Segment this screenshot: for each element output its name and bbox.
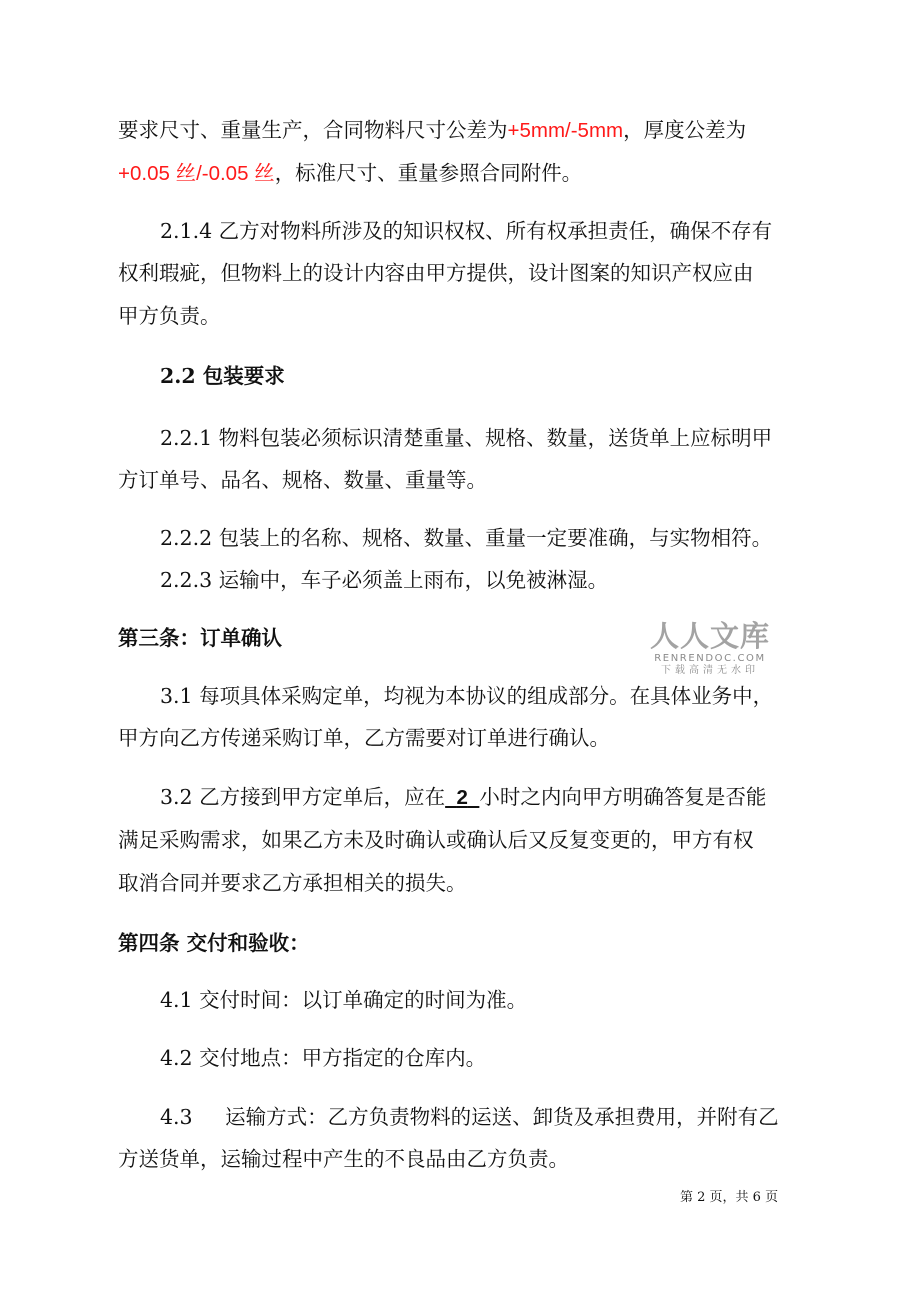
size-tolerance-value: +5mm/-5mm bbox=[507, 119, 624, 142]
hours-number: 2 bbox=[456, 786, 468, 809]
text-segment: 3.2 乙方接到甲方定单后，应在 bbox=[160, 785, 446, 809]
clause-2-2-2: 2.2.2 包装上的名称、规格、数量、重量一定要准确，与实物相符。 bbox=[160, 526, 773, 550]
text-segment: 小时之内向甲方明确答复是否能 bbox=[479, 785, 767, 809]
clause-4-3-line2: 方送货单，运输过程中产生的不良品由乙方负责。 bbox=[118, 1147, 569, 1171]
response-hours-value bbox=[445, 786, 479, 809]
watermark-logo bbox=[645, 620, 775, 677]
text-segment: ，标准尺寸、重量参照合同附件。 bbox=[274, 161, 583, 185]
paragraph-tolerance-line2 bbox=[118, 159, 808, 188]
clause-3-2-line2: 满足采购需求，如果乙方未及时确认或确认后又反复变更的，甲方有权 bbox=[118, 828, 754, 852]
watermark-subtitle: 下载高清无水印 bbox=[661, 665, 759, 676]
clause-3-2-line3: 取消合同并要求乙方承担相关的损失。 bbox=[118, 871, 467, 895]
thickness-tolerance-value: +0.05 丝/-0.05 丝 bbox=[118, 162, 275, 185]
clause-3-2-line1 bbox=[160, 783, 810, 812]
clause-4-1: 4.1 交付时间：以订单确定的时间为准。 bbox=[160, 988, 528, 1012]
clause-2-2-3: 2.2.3 运输中，车子必须盖上雨布，以免被淋湿。 bbox=[160, 568, 609, 592]
clause-4-3-line1: 4.3 运输方式：乙方负责物料的运送、卸货及承担费用，并附有乙 bbox=[160, 1105, 779, 1129]
text-segment: 要求尺寸、重量生产，合同物料尺寸公差为 bbox=[118, 118, 508, 142]
article-4-heading: 第四条 交付和验收： bbox=[118, 931, 310, 955]
clause-2-2-1-line1: 2.2.1 物料包装必须标识清楚重量、规格、数量，送货单上应标明甲 bbox=[160, 426, 773, 450]
clause-2-1-4-line1: 2.1.4 乙方对物料所涉及的知识权权、所有权承担责任，确保不存有 bbox=[160, 219, 773, 243]
watermark-url: RENRENDOC.COM bbox=[654, 653, 766, 664]
clause-3-1-line2: 甲方向乙方传递采购订单，乙方需要对订单进行确认。 bbox=[118, 726, 610, 750]
page-number-footer: 第 2 页，共 6 页 bbox=[680, 1190, 779, 1205]
article-3-heading: 第三条：订单确认 bbox=[118, 626, 282, 650]
clause-4-2: 4.2 交付地点：甲方指定的仓库内。 bbox=[160, 1046, 487, 1070]
text-segment: ，厚度公差为 bbox=[623, 118, 747, 142]
clause-2-1-4-line3: 甲方负责。 bbox=[118, 304, 221, 328]
clause-3-1-line1: 3.1 每项具体采购定单，均视为本协议的组成部分。在具体业务中， bbox=[160, 684, 774, 708]
clause-2-2-1-line2: 方订单号、品名、规格、数量、重量等。 bbox=[118, 468, 487, 492]
heading-2-2: 2.2 包装要求 bbox=[160, 364, 285, 388]
clause-2-1-4-line2: 权利瑕疵，但物料上的设计内容由甲方提供，设计图案的知识产权应由 bbox=[118, 261, 754, 285]
paragraph-tolerance-line1 bbox=[118, 116, 808, 145]
watermark-title: 人人文库 bbox=[649, 619, 770, 653]
